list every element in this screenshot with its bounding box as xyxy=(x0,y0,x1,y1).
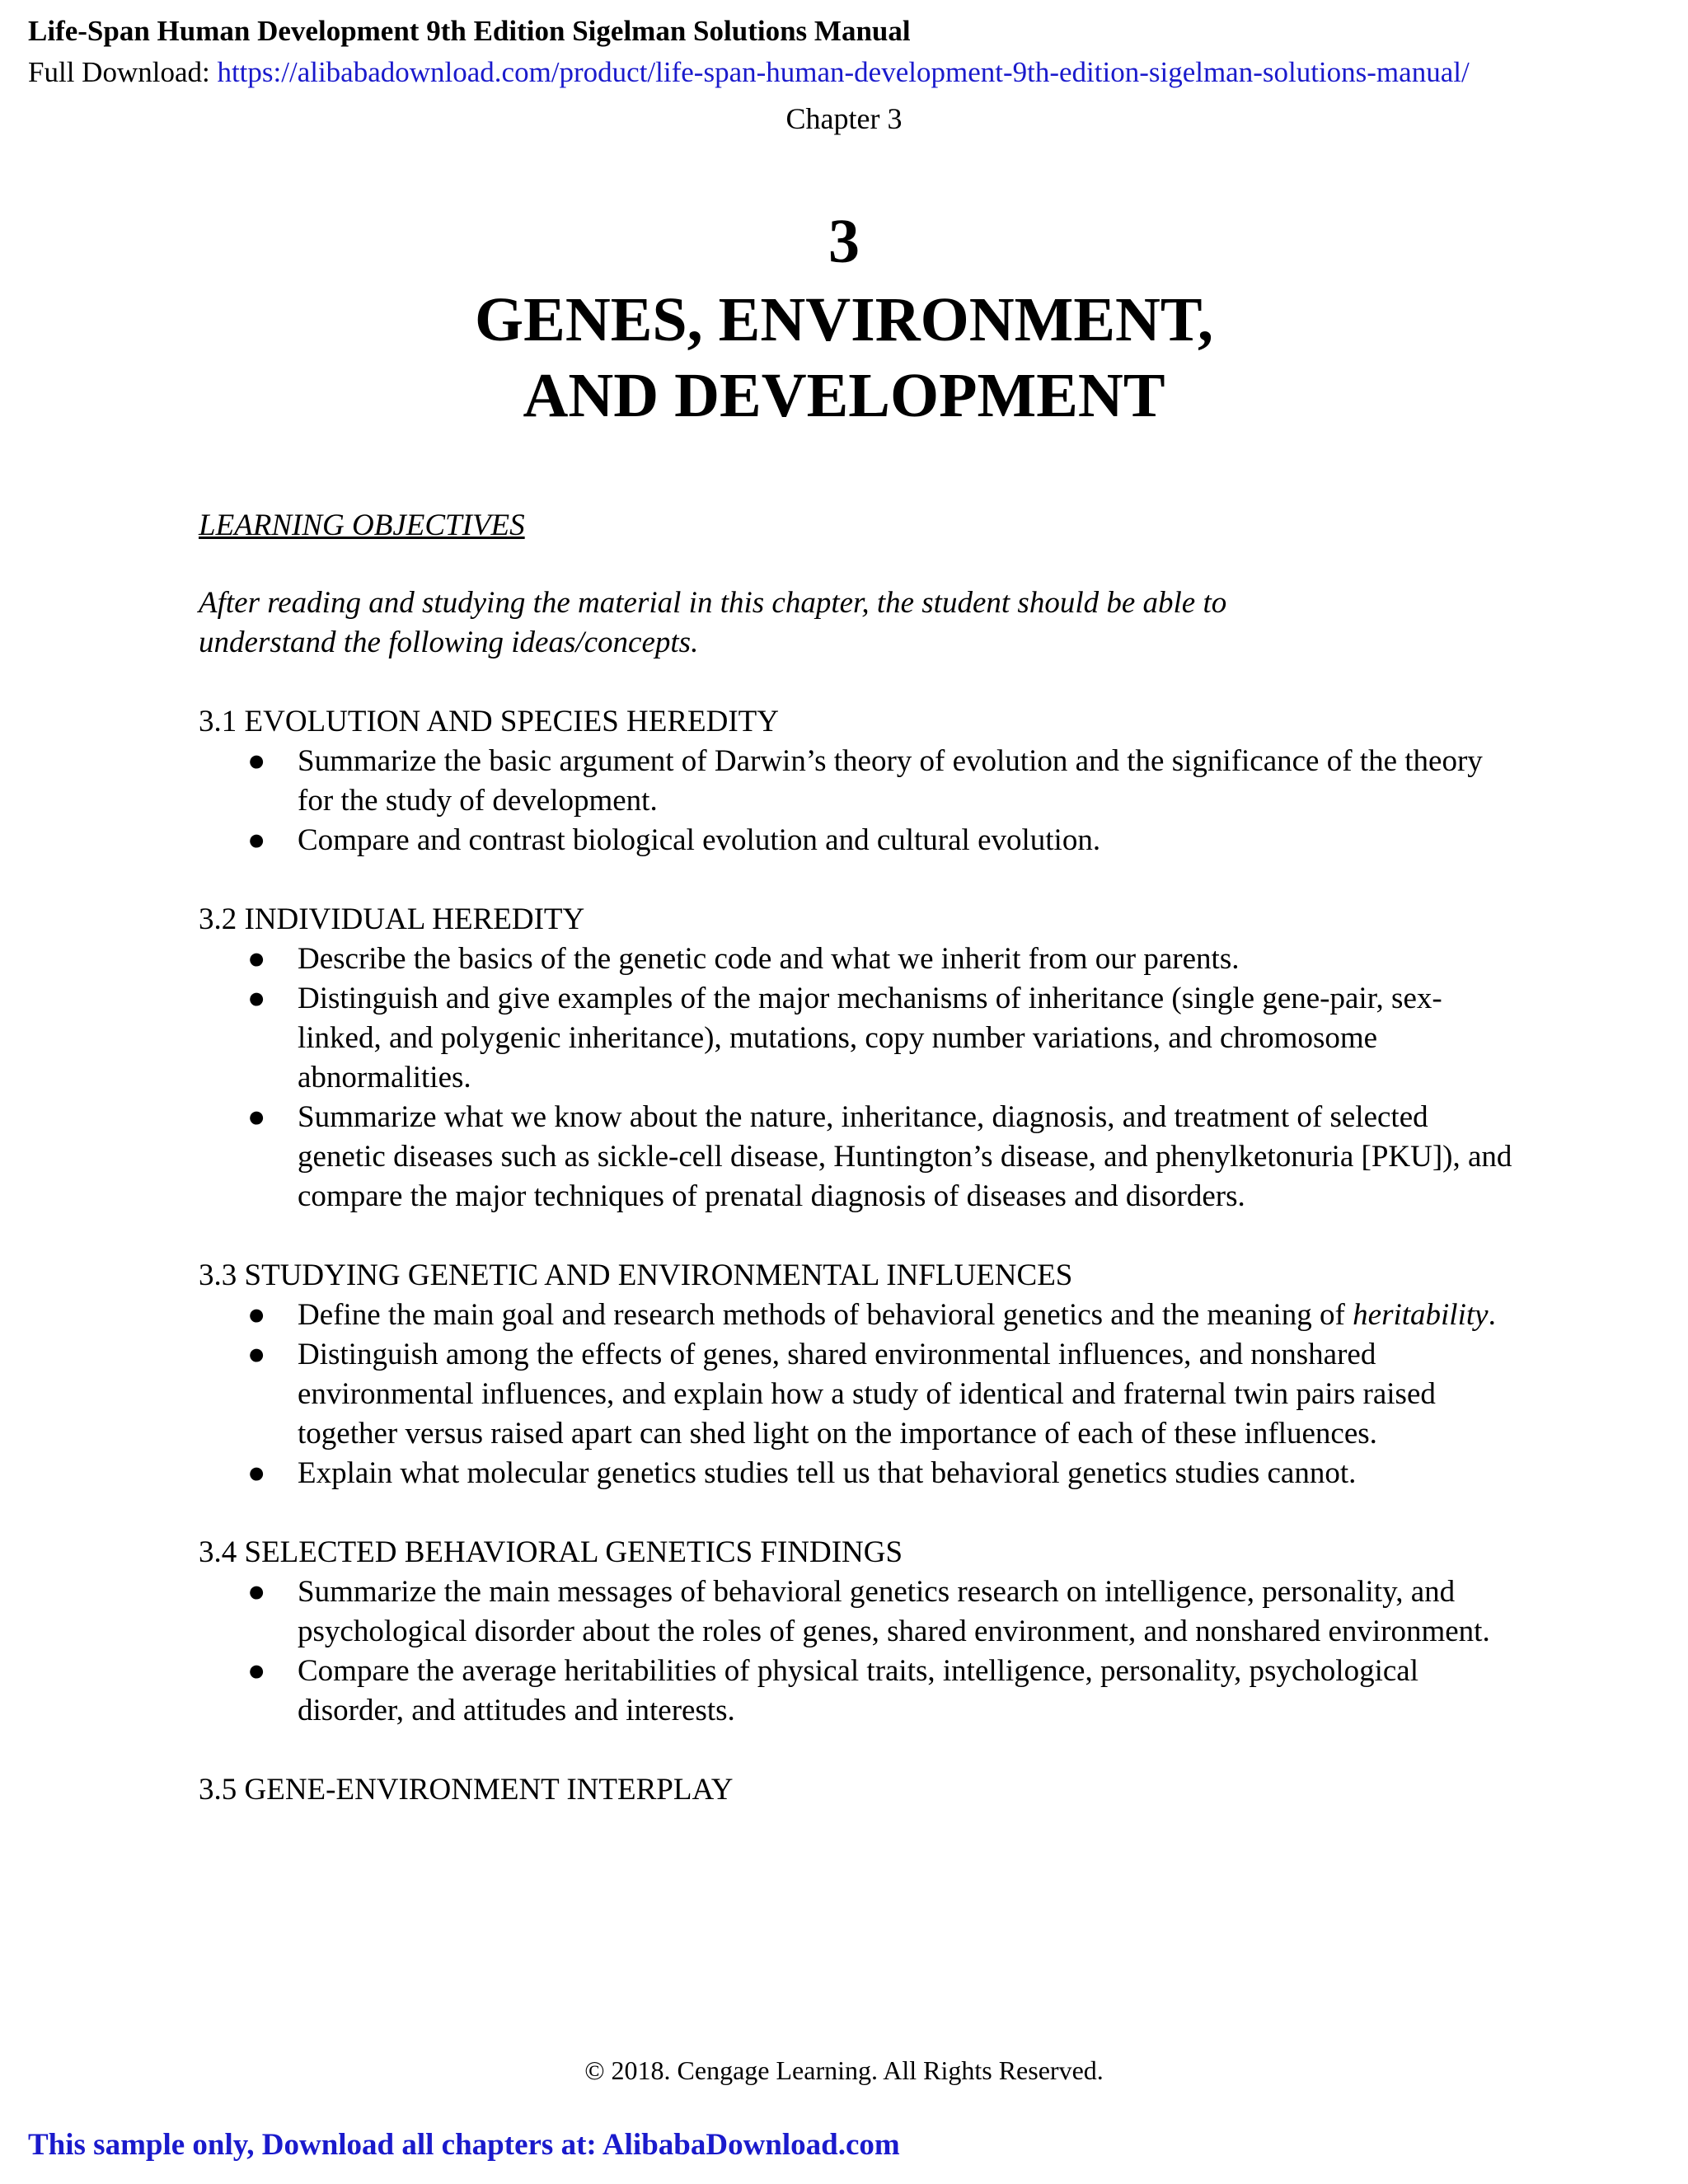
objective-text: Summarize the basic argument of Darwin’s theory of evolution and the significance of the theory for the study of development. xyxy=(298,744,1483,818)
objective-text: Distinguish among the effects of genes, shared environmental influences, and nonshared environmental influences, and explain how a study of identical and fraternal twin pairs raised together versus raised apart can shed light on the importance of each of these influences. xyxy=(298,1338,1436,1451)
objective-item xyxy=(199,1454,1517,1493)
chapter-title xyxy=(0,282,1688,434)
objective-text: Summarize what we know about the nature, inheritance, diagnosis, and treatment of selected genetic diseases such as sickle-cell disease, Huntington’s disease, and phenylketonuria [PKU]), and compare the major techniques of prenatal diagnosis of diseases and disorders. xyxy=(298,1100,1512,1213)
objective-text: Compare the average heritabilities of physical traits, intelligence, personality, psychological disorder, and attitudes and interests. xyxy=(298,1654,1418,1727)
chapter-title-line-1: GENES, ENVIRONMENT, xyxy=(475,285,1213,354)
learning-objectives-body xyxy=(199,506,1517,1810)
chapter-title-line-2: AND DEVELOPMENT xyxy=(523,361,1165,430)
learning-objectives-intro: After reading and studying the material in this chapter, the student should be able to understand the following ideas/concepts. xyxy=(199,586,1227,659)
objective-item xyxy=(199,1572,1517,1652)
objective-text-tail: . xyxy=(1488,1298,1496,1332)
document-header-title: Life-Span Human Development 9th Edition Sigelman Solutions Manual xyxy=(28,15,911,47)
download-promo-link[interactable]: This sample only, Download all chapters at: AlibabaDownload.com xyxy=(28,2128,900,2162)
objective-item xyxy=(199,1296,1517,1335)
bullet-icon: ● xyxy=(247,1338,266,1371)
objective-text: Describe the basics of the genetic code and what we inherit from our parents. xyxy=(298,942,1240,976)
objective-text xyxy=(298,1296,1517,1335)
objective-item xyxy=(199,1652,1517,1731)
chapter-number: 3 xyxy=(828,207,860,276)
bullet-icon: ● xyxy=(247,1456,266,1490)
full-download-line xyxy=(28,53,1470,92)
copyright-notice: © 2018. Cengage Learning. All Rights Reserved. xyxy=(584,2055,1104,2085)
bullet-icon: ● xyxy=(247,744,266,778)
objective-text: Explain what molecular genetics studies tell us that behavioral genetics studies cannot. xyxy=(298,1456,1357,1490)
bullet-icon: ● xyxy=(247,982,266,1015)
section-3-2 xyxy=(199,900,1517,1216)
objective-item xyxy=(199,742,1517,821)
objective-item xyxy=(199,1098,1517,1216)
objective-list xyxy=(199,742,1517,860)
section-3-3 xyxy=(199,1256,1517,1493)
bullet-icon: ● xyxy=(247,942,266,976)
section-title: 3.1 EVOLUTION AND SPECIES HEREDITY xyxy=(199,705,779,738)
section-title: 3.5 GENE-ENVIRONMENT INTERPLAY xyxy=(199,1773,734,1807)
full-download-label: Full Download: xyxy=(28,56,218,88)
objective-item xyxy=(199,821,1517,860)
objective-list xyxy=(199,940,1517,1216)
objective-text-lead: Define the main goal and research methods of behavioral genetics and the meaning of xyxy=(298,1298,1353,1332)
bullet-icon: ● xyxy=(247,1654,266,1688)
section-3-1 xyxy=(199,702,1517,860)
running-chapter-label: Chapter 3 xyxy=(785,102,903,135)
bullet-icon: ● xyxy=(247,823,266,857)
objective-list xyxy=(199,1296,1517,1493)
objective-item xyxy=(199,1335,1517,1454)
objective-text: Compare and contrast biological evolution and cultural evolution. xyxy=(298,823,1101,857)
objective-item xyxy=(199,979,1517,1098)
heritability-term: heritability xyxy=(1353,1298,1489,1332)
bullet-icon: ● xyxy=(247,1575,266,1609)
objective-text: Summarize the main messages of behavioral genetics research on intelligence, personality, and psychological disorder about the roles of genes, shared environment, and nonshared environment. xyxy=(298,1575,1490,1648)
section-3-4 xyxy=(199,1533,1517,1731)
objective-item xyxy=(199,940,1517,979)
section-title: 3.2 INDIVIDUAL HEREDITY xyxy=(199,902,585,936)
section-3-5 xyxy=(199,1770,1517,1810)
section-title: 3.4 SELECTED BEHAVIORAL GENETICS FINDINGS xyxy=(199,1535,903,1569)
bullet-icon: ● xyxy=(247,1100,266,1134)
bullet-icon: ● xyxy=(247,1298,266,1332)
objective-text: Distinguish and give examples of the major mechanisms of inheritance (single gene-pair, sex-linked, and polygenic inheritance), mutations, copy number variations, and chromosome abnormalities. xyxy=(298,982,1442,1094)
objective-list xyxy=(199,1572,1517,1731)
learning-objectives-heading: LEARNING OBJECTIVES xyxy=(199,509,525,542)
section-title: 3.3 STUDYING GENETIC AND ENVIRONMENTAL INFLUENCES xyxy=(199,1258,1073,1292)
full-download-link[interactable]: https://alibabadownload.com/product/life-span-human-development-9th-edition-sigelman-solutions-manual/ xyxy=(217,56,1470,88)
